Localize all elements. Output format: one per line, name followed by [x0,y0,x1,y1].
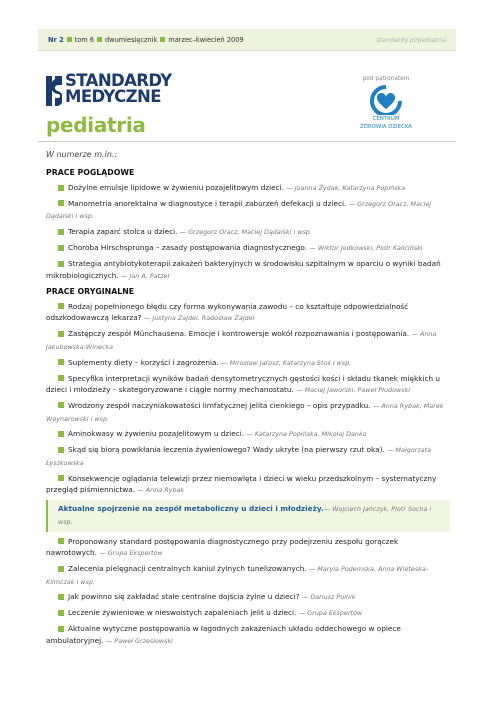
featured-article-title: Aktualne spojrzenie na zespół metaboliczny u dzieci i młodzieży. [58,504,324,514]
list-item [46,328,450,353]
square-bullet-icon [97,37,102,42]
patronage-label: pod patronatem [362,76,410,82]
square-bullet-icon [58,375,64,381]
list-item [46,623,450,647]
article-authors: — Anna Rybak [137,486,184,494]
square-bullet-icon [58,594,64,600]
article-title: Konsekwencje oglądania telewizji przez niemowlęta i dzieci w wieku przedszkolnym – systematyczny przegląd piśmiennictwa. [46,473,437,495]
square-bullet-icon [58,626,64,632]
square-bullet-icon [58,245,64,251]
list-item [46,563,450,588]
square-bullet-icon [160,37,165,42]
square-bullet-icon [58,566,64,572]
article-authors: — Grupa Ekspertów [299,609,362,617]
patron-org-line-2: ZDROWIA DZIECKA [360,124,412,130]
square-bullet-icon [58,431,64,437]
article-title: Rodzaj popełnionego błędu czy forma wykonywania zawodu – co kształtuje odpowiedzialność odszkodowawczą lekarza? [46,301,409,323]
article-title: Zastępczy zespół Münchausena. Emocje i kontrowersje wokół rozpoznawania i postępowania. [68,329,410,339]
article-authors: — Dariusz Polnik [302,593,356,601]
intro-text: W numerze m.in.: [46,150,118,159]
square-bullet-icon [58,200,64,206]
volume: tom 6 [74,35,94,44]
journal-title: pediatria [46,113,146,137]
article-authors: — Maciej Jaworski, Paweł Płudowski [296,386,410,394]
square-bullet-icon [58,229,64,235]
article-title: Leczenie żywieniowe w nieswoistych zapaleniach jelit u dzieci. [68,608,297,618]
article-authors: — Małgorzata Łyszkowska [46,446,431,467]
list-item [46,198,450,223]
square-bullet-icon [58,359,64,365]
article-authors: — Anna Rybak, Marek Woynarowski i wsp. [46,402,443,423]
article-title: Specyfika interpretacji wyników badań densytometrycznych gęstości kości i składu tkanek miękkich u dzieci i młodzieży – skategoryzowane i ciągłe normy mechanostatu. [46,373,441,395]
square-bullet-icon [58,447,64,453]
list-item [46,591,450,604]
article-authors: — Grupa Ekspertów [99,549,162,557]
article-title: Choroba Hirschsprunga – zasady postępowania diagnostycznego. [68,243,308,253]
article-authors: — Maryla Podemska, Anna Wieteska-Klimczak i wsp. [46,565,428,586]
square-bullet-icon [58,303,64,309]
square-bullet-icon [58,475,64,481]
list-item [46,226,450,239]
square-bullet-icon [58,331,64,337]
featured-article [46,500,450,531]
issue-info-bar [38,29,456,51]
article-authors: — Jan A. Patzer [121,272,170,280]
article-authors: — Paweł Grzesiowski [106,637,173,645]
logo-mark-icon [46,75,62,107]
list-item [46,258,450,282]
list-item [46,473,450,497]
list-item [46,182,450,195]
square-bullet-icon [58,261,64,267]
list-item [46,301,450,325]
featured-article-authors: — Wojciech Jańczyk, Piotr Socha i wsp. [58,505,431,526]
article-title: Skąd się biorą powikłania leczenia żywieniowego? Wady ukryte (na pierwszy rzut oka). [68,445,385,455]
section-heading-original: PRACE ORYGINALNE [46,286,135,296]
article-title: Aktualne wytyczne postępowania w łagodnych zakażeniach układu oddechowego w opiece ambulatoryjnej. [46,624,401,645]
article-authors: — Katarzyna Popińska, Mikołaj Danko [246,430,366,438]
standardy-medyczne-logo [46,73,206,113]
square-bullet-icon [58,538,64,544]
square-bullet-icon [67,37,72,42]
square-bullet-icon [58,185,64,191]
article-title: Jak powinno się zakładać stałe centralne dojścia żylne u dzieci? [68,592,300,602]
divider [38,141,456,142]
list-item [46,607,450,620]
article-title: Suplementy diety – korzyści i zagrożenia. [68,357,219,367]
article-authors: — Joanna Żydak, Katarzyna Popińska [286,184,405,192]
patron-org-line-1: CENTRUM [372,116,400,122]
list-item [46,357,450,370]
list-item [46,400,450,425]
article-authors: — Grzegorz Oracz, Maciej Dądalski i wsp. [180,228,312,236]
logo-line-1: STANDARDY [65,71,172,90]
article-authors: — Mirosław Jarosz, Katarzyna Stoś i wsp. [221,359,351,367]
czd-heart-logo-icon [369,85,403,115]
article-title: Proponowany standard postępowania diagnostycznego przy podejrzeniu zespołu gorączek nawrotowych. [46,536,399,558]
square-bullet-icon [58,610,64,616]
list-item [46,428,450,441]
article-title: Manometria anorektalna w diagnostyce i terapii zaburzeń defekacji u dzieci. [68,198,347,208]
article-authors: — Wiktor Jodkowski, Piotr Kaliciński [309,244,422,252]
article-title: Zalecenia pielęgnacji centralnych kaniul żylnych tunelizowanych. [68,564,307,573]
article-authors: — Grzegorz Oracz, Maciej Dądalski i wsp. [46,200,431,221]
article-title: Aminokwasy w żywieniu pozajelitowym u dzieci. [68,429,245,439]
list-item [46,536,450,560]
article-title: Terapia zaparć stolca u dzieci. [68,227,178,237]
article-title: Wrodzony zespół naczyniakowatości limfatycznej jelita cienkiego – opis przypadku. [68,400,371,410]
issue-period: marzec–kwiecień 2009 [168,35,244,44]
article-authors: — Justyna Zajdel, Radosław Zajdel [144,314,254,322]
website-link[interactable]: standardy.pl/pediatria [376,35,446,44]
article-title: Dożylne emulsje lipidowe w żywieniu pozajelitowym dzieci. [68,183,285,192]
article-authors: — Anna Jakubowska-Winecka [46,330,436,351]
patronage-block [356,76,416,131]
section-heading-review: PRACE POGLĄDOWE [46,168,135,177]
logo-wordmark [65,73,172,105]
list-item [46,242,450,255]
frequency: dwumiesięcznik [105,35,158,44]
list-item [46,373,450,397]
square-bullet-icon [58,402,64,408]
list-item [46,444,450,469]
issue-number: Nr 2 [48,35,64,44]
table-of-contents [46,167,450,651]
logo-line-2: MEDYCZNE [65,87,161,106]
article-title: Strategia antybiotykoterapii zakażeń bakteryjnych w środowisku szpitalnym w oparciu o wyniki badań mikrobiologicznych. [46,259,441,280]
